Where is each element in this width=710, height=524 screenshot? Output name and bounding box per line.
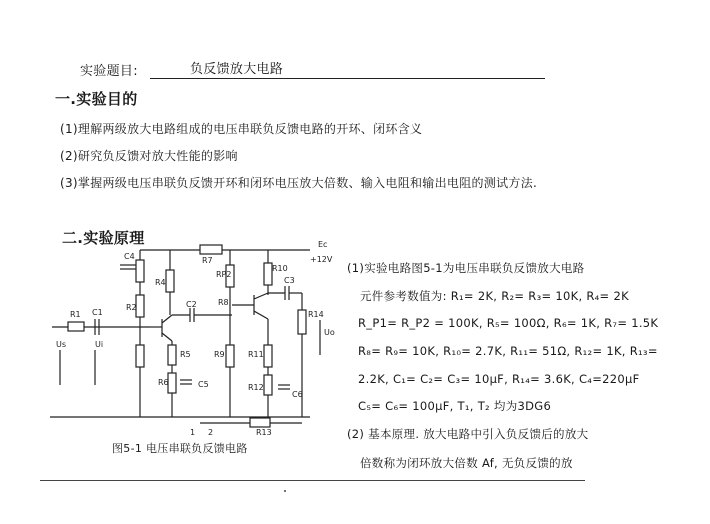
svg-text:R5: R5	[180, 350, 191, 359]
bottom-rule	[40, 480, 585, 481]
svg-text:R11: R11	[248, 350, 264, 359]
svg-text:R14: R14	[308, 310, 324, 319]
circuit-diagram	[40, 235, 335, 440]
principle-line-8: 倍数称为闭环放大倍数 Af, 无负反馈的放	[360, 456, 573, 470]
principle-line-1: (1)实验电路图5-1为电压串联负反馈放大电路	[347, 261, 585, 275]
principle-line-5: 2.2K, C₁= C₂= C₃= 10μF, R₁₄= 3.6K, C₄=220μF	[358, 372, 640, 386]
svg-text:Uo: Uo	[324, 328, 335, 337]
svg-text:Ui: Ui	[95, 340, 104, 349]
principle-line-6: C₅= C₆= 100μF, T₁, T₂ 均为3DG6	[358, 399, 552, 413]
svg-text:C4: C4	[124, 252, 135, 261]
svg-text:RP2: RP2	[216, 270, 232, 279]
svg-text:C6: C6	[292, 390, 303, 399]
title-label: 实验题目:	[80, 64, 138, 79]
svg-text:C1: C1	[92, 308, 103, 317]
svg-text:C5: C5	[198, 380, 209, 389]
principle-line-2: 元件参考数值为: R₁= 2K, R₂= R₃= 10K, R₄= 2K	[360, 289, 629, 303]
title-underline	[150, 78, 545, 79]
section1-item-2: (2)研究负反馈对放大性能的影响	[60, 149, 238, 163]
svg-text:R2: R2	[126, 303, 137, 312]
section1-item-3: (3)掌握两级电压串联负反馈开环和闭环电压放大倍数、输入电阻和输出电阻的测试方法.	[60, 176, 538, 190]
svg-text:+12V: +12V	[310, 255, 333, 264]
svg-text:1: 1	[190, 428, 196, 437]
svg-text:R8: R8	[218, 298, 229, 307]
principle-line-3: R_P1= R_P2 = 100K, R₅= 100Ω, R₆= 1K, R₇= 1.5K	[358, 316, 659, 330]
svg-text:Ec: Ec	[318, 240, 328, 249]
svg-text:R9: R9	[214, 350, 225, 359]
principle-line-7: (2) 基本原理. 放大电路中引入负反馈后的放大	[347, 427, 589, 441]
section1-heading: 一.实验目的	[55, 90, 138, 108]
svg-text:C2: C2	[186, 300, 197, 309]
section1-item-1: (1)理解两级放大电路组成的电压串联负反馈电路的开环、闭环含义	[60, 122, 423, 136]
section2-heading: 二.实验原理	[62, 229, 145, 247]
svg-text:Us: Us	[56, 340, 67, 349]
principle-line-4: R₈= R₉= 10K, R₁₀= 2.7K, R₁₁= 51Ω, R₁₂= 1K, R₁₃=	[358, 344, 658, 358]
svg-text:R7: R7	[202, 256, 213, 265]
page-dot	[284, 490, 286, 492]
circuit-caption: 图5-1 电压串联负反馈电路	[112, 442, 248, 455]
svg-text:R13: R13	[256, 428, 272, 437]
svg-text:R6: R6	[158, 378, 169, 387]
svg-text:R10: R10	[272, 264, 288, 273]
svg-text:2: 2	[208, 428, 214, 437]
title-value: 负反馈放大电路	[190, 62, 284, 77]
svg-text:R12: R12	[248, 383, 264, 392]
svg-text:R1: R1	[70, 310, 81, 319]
svg-text:C3: C3	[284, 276, 295, 285]
svg-text:R4: R4	[155, 278, 166, 287]
